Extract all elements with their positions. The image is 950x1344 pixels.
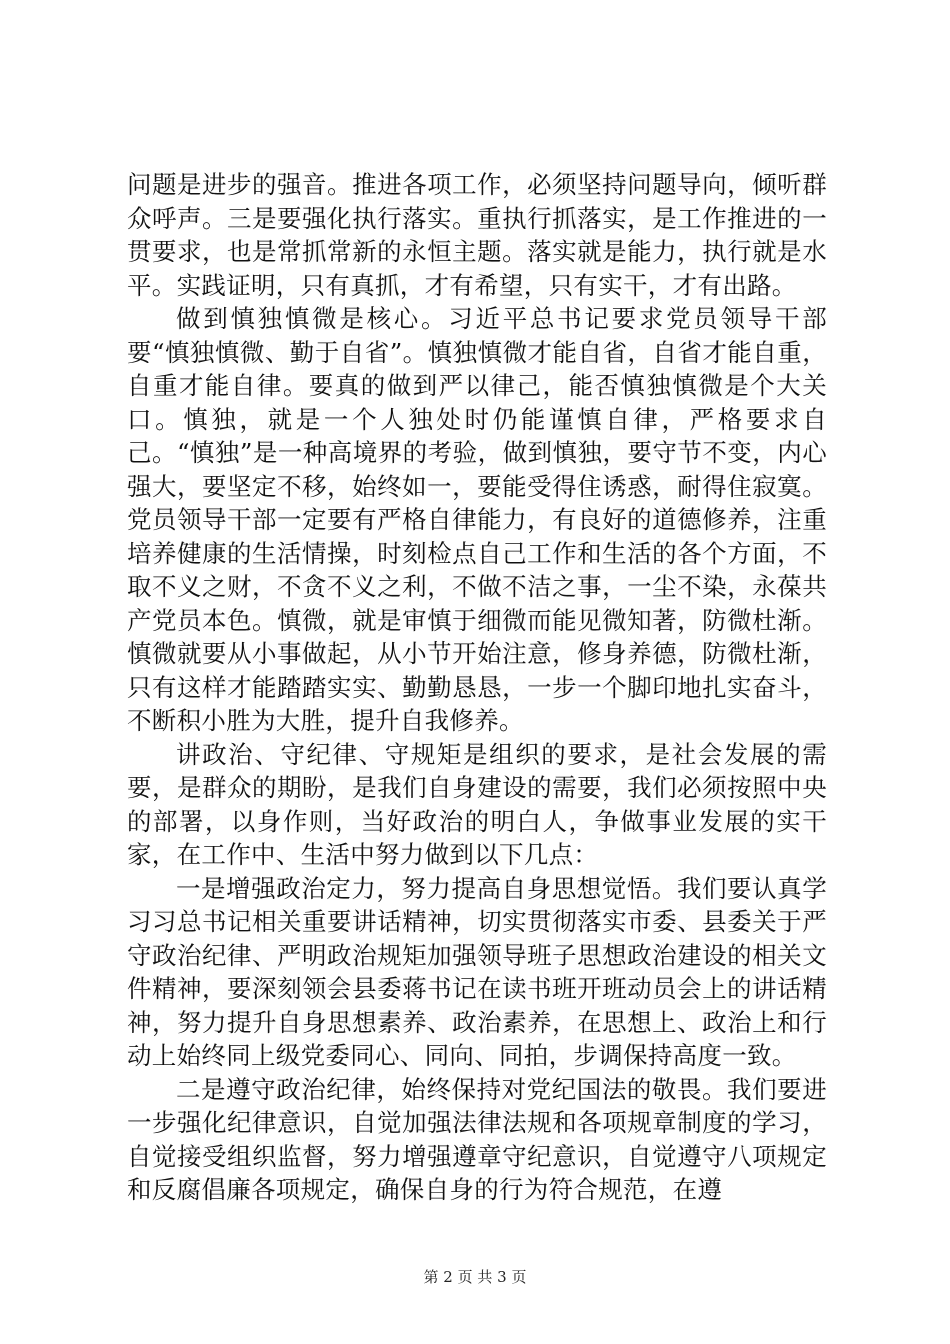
paragraph-4: 一是增强政治定力，努力提高自身思想觉悟。我们要认真学习习总书记相关重要讲话精神，切实贯彻落实市委、县委关于严守政治纪律、严明政治规矩加强领导班子思想政治建设的相关文件精神，要深刻领会县委蒋书记在读书班开班动员会上的讲话精神，努力提升自身思想素养、政治素养，在思想上、政治上和行动上始终同上级党委同心、同向、同拍，步调保持高度一致。 — [127, 873, 827, 1070]
paragraph-5: 二是遵守政治纪律，始终保持对党纪国法的敬畏。我们要进一步强化纪律意识，自觉加强法律法规和各项规章制度的学习，自觉接受组织监督，努力增强遵章守纪意识，自觉遵守八项规定和反腐倡廉各项规定，确保自身的行为符合规范，在遵 — [127, 1074, 827, 1204]
paragraph-3: 讲政治、守纪律、守规矩是组织的要求，是社会发展的需要，是群众的期盼，是我们自身建设的需要，我们必须按照中央的部署，以身作则，当好政治的明白人，争做事业发展的实干家，在工作中、生活中努力做到以下几点： — [127, 739, 827, 869]
paragraph-1: 问题是进步的强音。推进各项工作，必须坚持问题导向，倾听群众呼声。三是要强化执行落实。重执行抓落实，是工作推进的一贯要求，也是常抓常新的永恒主题。落实就是能力，执行就是水平。实践证明，只有真抓，才有希望，只有实干，才有出路。 — [127, 170, 827, 300]
paragraph-2: 做到慎独慎微是核心。习近平总书记要求党员领导干部要“慎独慎微、勤于自省”。慎独慎微才能自省，自省才能自重，自重才能自律。要真的做到严以律己，能否慎独慎微是个大关口。慎独，就是一个人独处时仍能谨慎自律，严格要求自己。“慎独”是一种高境界的考验，做到慎独，要守节不变，内心强大，要坚定不移，始终如一，要能受得住诱惑，耐得住寂寞。党员领导干部一定要有严格自律能力，有良好的道德修养，注重培养健康的生活情操，时刻检点自己工作和生活的各个方面，不取不义之财，不贪不义之利，不做不洁之事，一尘不染，永葆共产党员本色。慎微，就是审慎于细微而能见微知著，防微杜渐。慎微就要从小事做起，从小节开始注意，修身养德，防微杜渐，只有这样才能踏踏实实、勤勤恳恳，一步一个脚印地扎实奋斗，不断积小胜为大胜，提升自我修养。 — [127, 304, 827, 735]
document-body — [127, 168, 827, 1207]
page-footer — [0, 1267, 950, 1287]
page-number-label: 第 2 页 共 3 页 — [423, 1268, 527, 1286]
